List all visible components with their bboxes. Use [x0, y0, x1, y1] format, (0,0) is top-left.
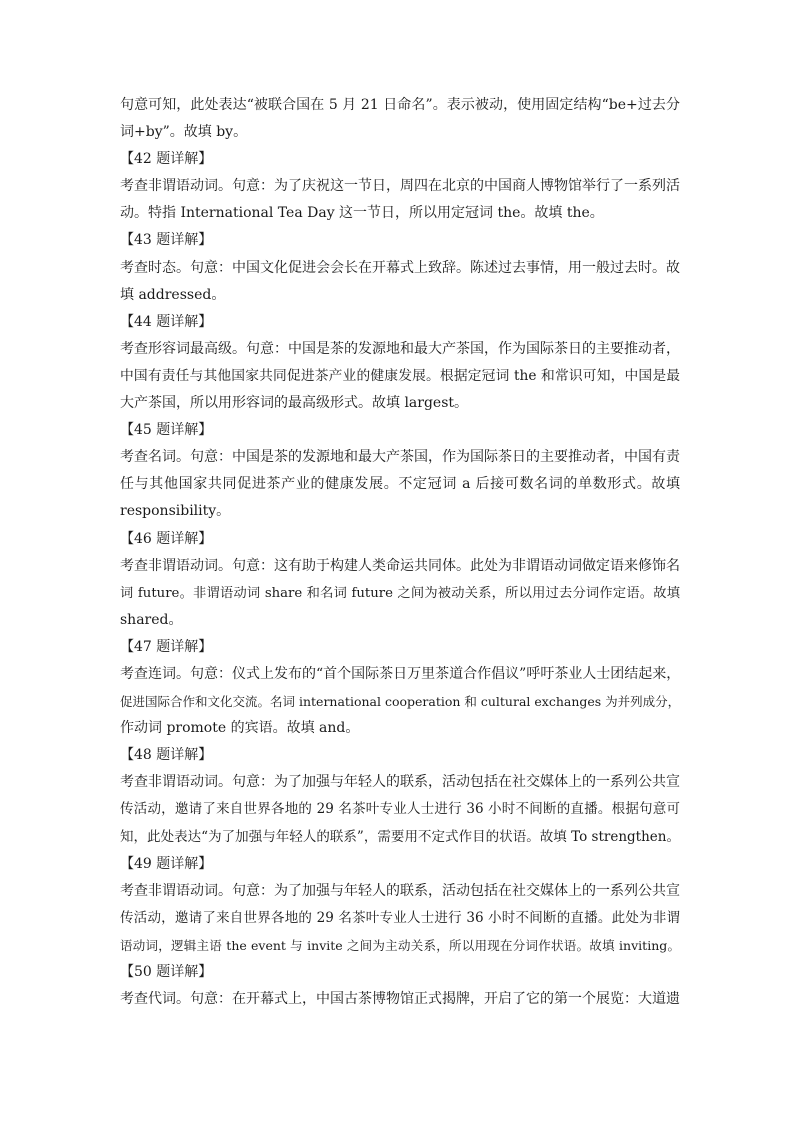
text-line: 传活动，邀请了来自世界各地的 29 名茶叶专业人士进行 36 小时不间断的直播。此处为非谓 — [120, 909, 680, 926]
section-heading: 【44 题详解】 — [120, 313, 213, 330]
section-heading: 【42 题详解】 — [120, 151, 213, 168]
section-heading: 【43 题详解】 — [120, 232, 213, 249]
text-line: 动。特指 International Tea Day 这一节日，所以用定冠词 the。故填 the。 — [120, 205, 604, 222]
section-heading: 【47 题详解】 — [120, 638, 213, 655]
section-heading: 【46 题详解】 — [120, 530, 213, 547]
text-line: 填 addressed。 — [120, 286, 226, 303]
text-line: 考查非谓语动词。句意：为了加强与年轻人的联系，活动包括在社交媒体上的一系列公共宣 — [120, 774, 680, 791]
text-line: 促进国际合作和文化交流。名词 international cooperation 和 cultural exchanges 为并列成分， — [120, 694, 680, 710]
text-line: 考查非谓语动词。句意：这有助于构建人类命运共同体。此处为非谓语动词做定语来修饰名 — [120, 557, 680, 574]
text-line: 考查代词。句意：在开幕式上，中国古茶博物馆正式揭牌，开启了它的第一个展览：大道遗 — [120, 991, 680, 1008]
section-heading: 【48 题详解】 — [120, 747, 213, 764]
section-heading: 【49 题详解】 — [120, 855, 213, 872]
text-line: 语动词，逻辑主语 the event 与 invite 之间为主动关系，所以用现在分词作状语。故填 inviting。 — [120, 937, 680, 953]
text-line: shared。 — [120, 611, 183, 628]
text-line: 传活动，邀请了来自世界各地的 29 名茶叶专业人士进行 36 小时不间断的直播。根据句意可 — [120, 801, 680, 818]
text-line: 知，此处表达“为了加强与年轻人的联系”，需要用不定式作目的状语。故填 To strengthen。 — [120, 828, 680, 845]
document-page — [120, 92, 680, 1013]
text-line: 任与其他国家共同促进茶产业的健康发展。不定冠词 a 后接可数名词的单数形式。故填 — [120, 476, 680, 493]
text-line: 考查形容词最高级。句意：中国是茶的发源地和最大产茶国，作为国际茶日的主要推动者， — [120, 340, 680, 357]
text-line: 词 future。非谓语动词 share 和名词 future 之间为被动关系，所以用过去分词作定语。故填 — [120, 585, 680, 601]
text-line: 考查非谓语动词。句意：为了加强与年轻人的联系，活动包括在社交媒体上的一系列公共宣 — [120, 882, 680, 899]
text-line: 大产茶国，所以用形容词的最高级形式。故填 largest。 — [120, 395, 469, 412]
section-heading: 【50 题详解】 — [120, 964, 213, 980]
text-line: responsibility。 — [120, 503, 231, 520]
text-line: 词+by”。故填 by。 — [120, 124, 248, 141]
text-line: 考查时态。句意：中国文化促进会会长在开幕式上致辞。陈述过去事情，用一般过去时。故 — [120, 259, 680, 276]
text-line: 考查连词。句意：仪式上发布的“首个国际茶日万里茶道合作倡议”呼吁茶业人士团结起来， — [120, 665, 680, 682]
text-line: 中国有责任与其他国家共同促进茶产业的健康发展。根据定冠词 the 和常识可知，中国是最 — [120, 367, 680, 384]
section-heading: 【45 题详解】 — [120, 422, 213, 439]
text-line: 考查名词。句意：中国是茶的发源地和最大产茶国，作为国际茶日的主要推动者，中国有责 — [120, 449, 680, 466]
text-line: 句意可知，此处表达“被联合国在 5 月 21 日命名”。表示被动，使用固定结构“be+过去分 — [120, 97, 680, 113]
text-line: 考查非谓语动词。句意：为了庆祝这一节日，周四在北京的中国商人博物馆举行了一系列活 — [120, 178, 680, 195]
text-line: 作动词 promote 的宾语。故填 and。 — [120, 720, 360, 737]
